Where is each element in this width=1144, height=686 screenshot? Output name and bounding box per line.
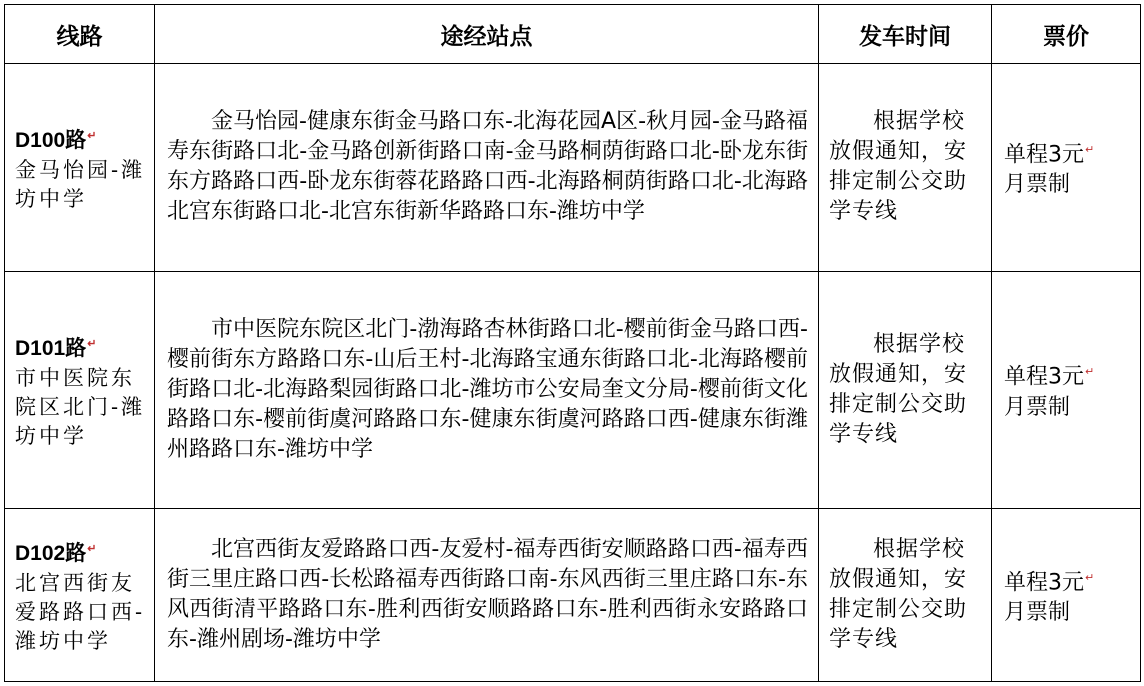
- header-departure: 发车时间: [819, 5, 992, 64]
- fare-cell: [992, 509, 1141, 682]
- route-cell: [5, 64, 155, 272]
- fare-cell: [992, 271, 1141, 509]
- paragraph-mark-icon: ↵: [87, 338, 97, 351]
- departure-cell: [819, 509, 992, 682]
- table-header-row: [5, 5, 1141, 64]
- departure-cell: [819, 64, 992, 272]
- route-description: 市中医院东院区北门-潍坊中学: [15, 366, 146, 449]
- departure-cell: [819, 271, 992, 509]
- departure-time: 根据学校放假通知，安排定制公交助学专线: [829, 332, 968, 448]
- header-stops: 途经站点: [155, 5, 819, 64]
- departure-time: 根据学校放假通知，安排定制公交助学专线: [829, 537, 968, 653]
- route-code: D102路: [15, 542, 87, 566]
- paragraph-mark-icon: ↵: [1085, 142, 1095, 156]
- paragraph-mark-icon: ↵: [1085, 570, 1095, 584]
- route-cell: [5, 271, 155, 509]
- fare-single: 单程3元: [1004, 569, 1084, 595]
- route-cell: [5, 509, 155, 682]
- paragraph-mark-icon: ↵: [1085, 365, 1095, 379]
- fare-single: 单程3元: [1004, 364, 1084, 390]
- fare-monthly: 月票制: [1004, 599, 1071, 625]
- route-code: D101路: [15, 337, 87, 361]
- departure-time: 根据学校放假通知，安排定制公交助学专线: [829, 109, 968, 225]
- table-row: [5, 64, 1141, 272]
- fare-cell: [992, 64, 1141, 272]
- route-stops: 市中医院东院区北门-渤海路杏林街路口北-樱前街金马路口西-樱前街东方路路口东-山后王村-北海路宝通东街路口北-北海路樱前街路口北-北海路梨园街路口北-潍坊市公安局奎文分局-樱前街文化路路口东-樱前街虞河路路口东-健康东街虞河路路口西-健康东街潍州路路口东-潍坊中学: [167, 317, 808, 463]
- route-stops: 北宫西街友爱路路口西-友爱村-福寿西街安顺路路口西-福寿西街三里庄路口西-长松路福寿西街路口南-东风西街三里庄路口东-东风西街清平路路口东-胜利西街安顺路路口东-胜利西街永安路路口东-潍州剧场-潍坊中学: [167, 537, 808, 653]
- table-row: [5, 509, 1141, 682]
- bus-route-table: [4, 4, 1141, 682]
- header-route: 线路: [5, 5, 155, 64]
- table-row: [5, 271, 1141, 509]
- route-stops: 金马怡园-健康东街金马路口东-北海花园A区-秋月园-金马路福寿东街路口北-金马路创新街路口南-金马路桐荫街路口北-卧龙东街东方路路口西-卧龙东街蓉花路路口西-北海路桐荫街路口北-北海路北宫东街路口北-北宫东街新华路路口东-潍坊中学: [167, 109, 808, 225]
- route-description: 北宫西街友爱路路口西-潍坊中学: [15, 571, 146, 654]
- stops-cell: [155, 64, 819, 272]
- paragraph-mark-icon: ↵: [87, 543, 97, 556]
- route-code: D100路: [15, 128, 87, 152]
- header-fare: 票价: [992, 5, 1141, 64]
- paragraph-mark-icon: ↵: [87, 129, 97, 142]
- fare-monthly: 月票制: [1004, 394, 1071, 420]
- stops-cell: [155, 271, 819, 509]
- route-description: 金马怡园-潍坊中学: [15, 157, 146, 211]
- fare-monthly: 月票制: [1004, 172, 1071, 197]
- fare-single: 单程3元: [1004, 142, 1084, 167]
- stops-cell: [155, 509, 819, 682]
